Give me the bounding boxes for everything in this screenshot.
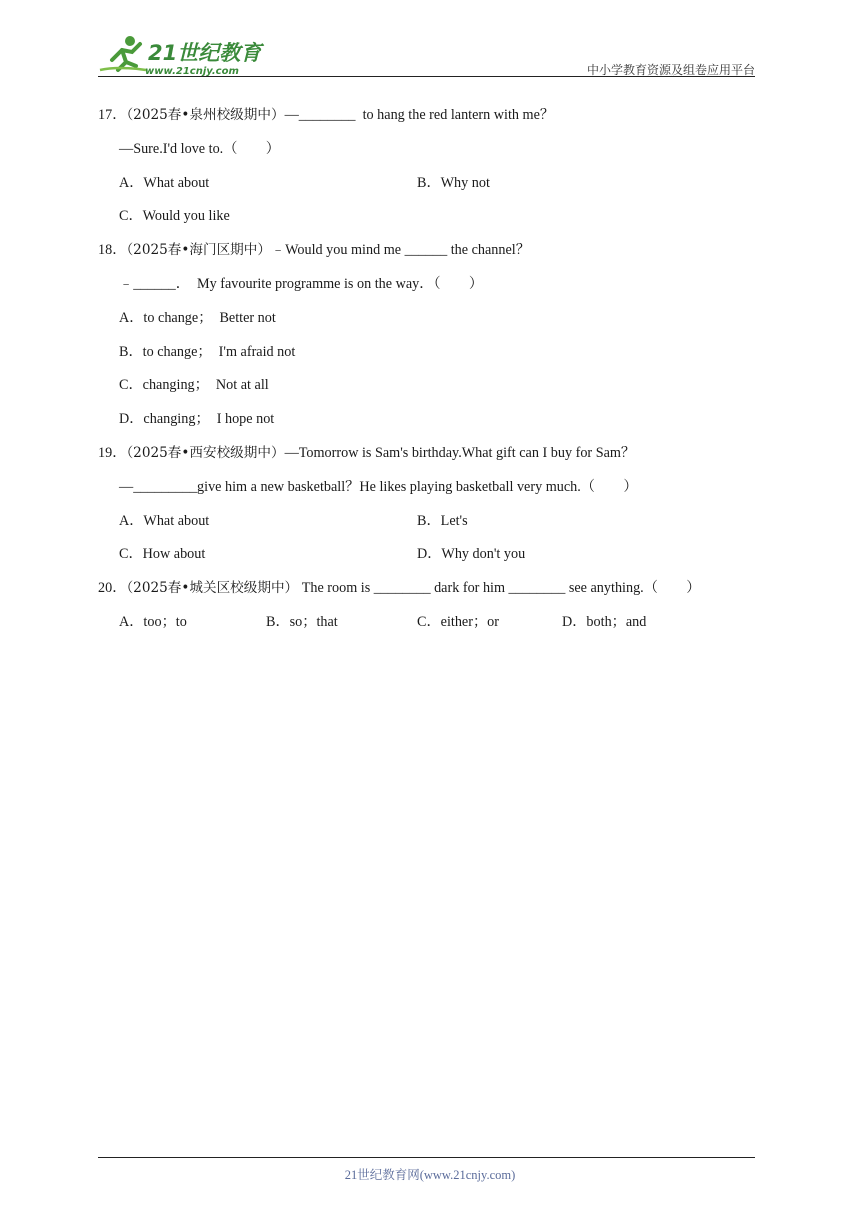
site-logo[interactable]	[98, 30, 268, 78]
option-d[interactable]: D．Why don't you	[417, 546, 526, 563]
logo-graphic	[98, 30, 268, 78]
option-a[interactable]: A．too；to	[119, 613, 187, 630]
option-b[interactable]: B．Why not	[417, 174, 490, 191]
footer-link[interactable]: 21世纪教育网(www.21cnjy.com)	[344, 1168, 516, 1182]
footer-divider	[98, 1157, 755, 1158]
question-source: （2025春•海门区期中）	[126, 242, 271, 259]
question-20-stem	[98, 573, 758, 607]
option-d[interactable]: D．changing； I hope not	[119, 411, 275, 428]
question-19-response: —_________give him a new basketball？He likes playing basketball very much.（ ）	[119, 478, 638, 495]
option-a[interactable]: A．to change； Better not	[119, 309, 276, 326]
question-source: （2025春•泉州校级期中）	[126, 107, 285, 123]
question-18-stem	[98, 235, 758, 269]
question-17-stem	[98, 100, 758, 134]
option-b[interactable]: B．to change； I'm afraid not	[119, 343, 296, 360]
question-number: 20．	[98, 580, 127, 597]
option-c[interactable]: C．Would you like	[119, 208, 230, 225]
question-number: 19．	[98, 444, 127, 461]
option-c[interactable]: C．either；or	[417, 613, 499, 630]
platform-name: 中小学教育资源及组卷应用平台	[586, 63, 755, 77]
question-18-response: ﹣______． My favourite programme is on the way．（ ）	[119, 275, 484, 292]
question-17-options-row1	[98, 168, 758, 202]
option-b[interactable]: B．so；that	[266, 613, 338, 630]
question-19-options-row2	[98, 539, 758, 573]
question-number: 18．	[98, 242, 127, 259]
question-17-options-row2	[98, 201, 758, 235]
question-text: —Tomorrow is Sam's birthday.What gift can I buy for Sam？	[284, 444, 636, 461]
question-19-options-row1	[98, 506, 758, 540]
question-number: 17．	[98, 107, 127, 123]
logo-title: 21世纪教育	[148, 41, 262, 65]
logo-url: www.21cnjy.com	[145, 66, 239, 77]
option-c[interactable]: C．changing； Not at all	[119, 377, 269, 394]
question-17-response: —Sure.I'd love to.（ ）	[119, 140, 280, 157]
option-a[interactable]: A．What about	[119, 174, 210, 191]
header-divider	[98, 76, 755, 77]
question-source: （2025春•西安校级期中）	[126, 444, 285, 461]
page-header	[98, 30, 755, 78]
option-b[interactable]: B．Let's	[417, 512, 468, 529]
question-text: ﹣Would you mind me ______ the channel？	[270, 242, 530, 259]
option-a[interactable]: A．What about	[119, 512, 210, 529]
option-d[interactable]: D．both；and	[562, 613, 647, 630]
question-text: The room is ________ dark for him ________ see anything.（ ）	[298, 580, 701, 597]
question-list	[98, 100, 758, 641]
question-text: —________ to hang the red lantern with me？	[284, 107, 555, 123]
question-19-stem	[98, 438, 758, 472]
option-c[interactable]: C．How about	[119, 546, 206, 563]
question-source: （2025春•城关区校级期中）	[126, 580, 299, 597]
question-20-options	[98, 607, 758, 641]
